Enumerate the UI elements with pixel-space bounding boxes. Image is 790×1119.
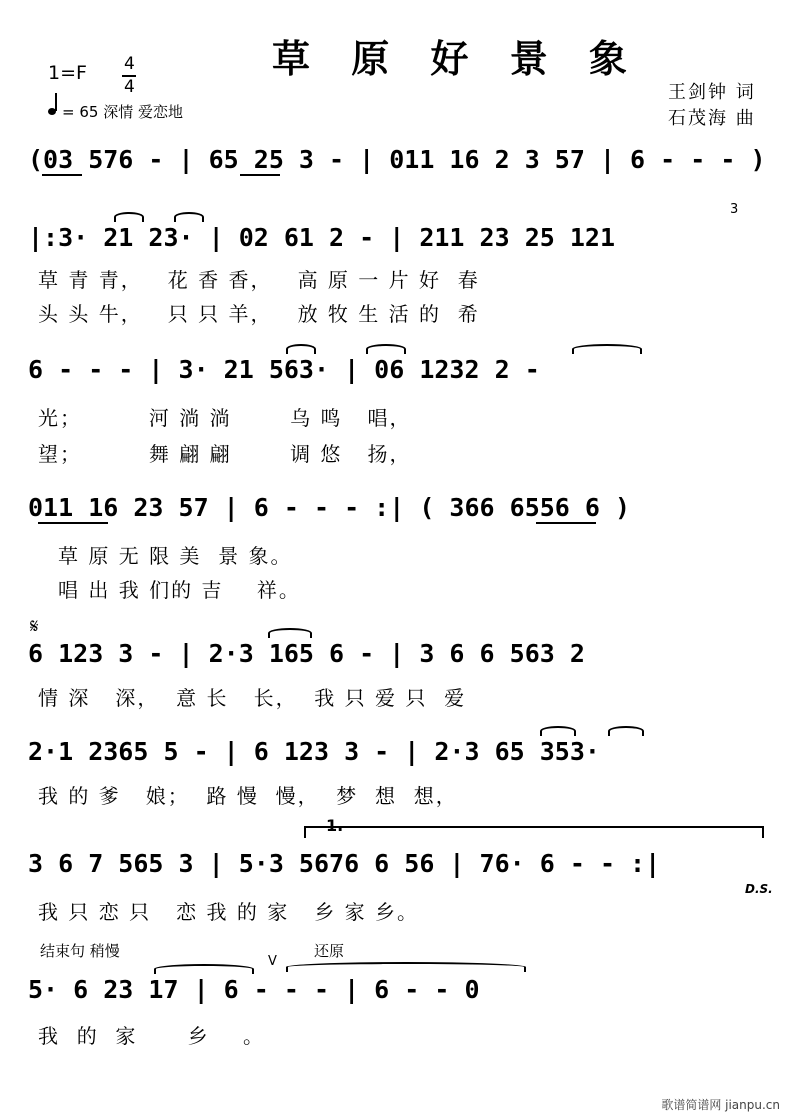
notes-text: |:3· 21 23· | 02 61 2 - | 211 23 25 121 xyxy=(28,222,615,252)
notes-line xyxy=(28,220,768,254)
notes-line xyxy=(28,846,768,880)
underline-beam xyxy=(42,174,82,176)
lyrics-verse-1: 我 的 家 乡 。 xyxy=(38,1024,266,1048)
lyrics-verse-2: 望； 舞 翩 翩 调 悠 扬， xyxy=(38,442,412,466)
tie-arc xyxy=(540,726,576,736)
tie-arc xyxy=(286,344,316,354)
tie-arc xyxy=(174,212,204,222)
lyrics-verse-1: 我 只 恋 只 恋 我 的 家 乡 家 乡。 xyxy=(38,900,420,924)
notes-line xyxy=(28,352,768,386)
lyrics-verse-1: 草 青 青， 花 香 香， 高 原 一 片 好 春 xyxy=(38,268,480,292)
tie-arc xyxy=(268,628,312,638)
score-system-7 xyxy=(28,846,768,926)
notes-line xyxy=(28,972,768,1006)
notes-line xyxy=(28,490,768,524)
notes-text: 011 16 23 57 | 6 - - - :| ( 366 6556 6 ) xyxy=(28,492,631,522)
time-signature-top: 4 xyxy=(124,54,135,74)
site-watermark: 歌谱简谱网 jianpu.cn xyxy=(661,1098,780,1112)
notes-line xyxy=(28,636,768,670)
lyrics-verse-2: 头 头 牛， 只 只 羊， 放 牧 生 活 的 希 xyxy=(38,302,480,326)
volta-label: 1. xyxy=(326,816,344,835)
composer-credit: 石茂海 曲 xyxy=(668,108,756,129)
notes-text: 5· 6 23 17 | 6 - - - | 6 - - 0 xyxy=(28,974,480,1004)
tie-arc xyxy=(572,344,642,354)
ending-instruction: 结束句 稍慢 xyxy=(40,942,120,960)
score-system-8 xyxy=(28,972,768,1052)
lyrics-verse-1: 草 原 无 限 美 景 象。 xyxy=(58,544,293,568)
tie-arc xyxy=(608,726,644,736)
score-system-6 xyxy=(28,734,768,814)
notes-text: 6 123 3 - | 2·3 165 6 - | 3 6 6 563 2 xyxy=(28,638,585,668)
tie-arc xyxy=(114,212,144,222)
score-system-2 xyxy=(28,202,768,326)
key-signature: 1=F xyxy=(48,62,87,84)
volta-bracket xyxy=(304,826,764,838)
triplet-mark: 3 xyxy=(730,202,739,217)
score-system-3 xyxy=(28,352,768,466)
score-system-5 xyxy=(28,636,768,716)
notes-line xyxy=(28,734,768,768)
ds-marking: D.S. xyxy=(745,882,773,896)
score-system-1 xyxy=(28,142,768,222)
a-tempo-instruction: 还原 xyxy=(314,942,345,960)
note-stem xyxy=(55,93,57,111)
tie-arc xyxy=(366,344,406,354)
underline-beam xyxy=(536,522,596,524)
lyrics-verse-2: 唱 出 我 们的 吉 祥。 xyxy=(58,578,301,602)
notes-text: 6 - - - | 3· 21 563· | 06 1232 2 - xyxy=(28,354,540,384)
tie-arc xyxy=(286,962,526,972)
lyricist-credit: 王剑钟 词 xyxy=(668,82,756,103)
notes-text: 3 6 7 565 3 | 5·3 5676 6 56 | 76· 6 - - :| xyxy=(28,848,661,878)
lyrics-verse-1: 光； 河 淌 淌 乌 鸣 唱， xyxy=(38,406,412,430)
time-signature-bottom: 4 xyxy=(124,77,135,97)
tie-arc xyxy=(154,964,254,974)
score-system-4 xyxy=(28,490,768,602)
lyrics-verse-1: 我 的 爹 娘； 路 慢 慢， 梦 想 想， xyxy=(38,784,458,808)
notes-text: (03 576 - | 65 25 3 - | 011 16 2 3 57 | 6 - - - ) xyxy=(28,144,766,174)
underline-beam xyxy=(38,522,108,524)
underline-beam xyxy=(240,174,280,176)
notes-text: 2·1 2365 5 - | 6 123 3 - | 2·3 65 353· xyxy=(28,736,600,766)
tempo-marking: = 65 深情 爱恋地 xyxy=(62,103,183,121)
song-title: 草 原 好 景 象 xyxy=(272,36,641,81)
notes-line xyxy=(28,142,768,176)
lyrics-verse-1: 情 深 深， 意 长 长， 我 只 爱 只 爱 xyxy=(38,686,467,710)
breath-mark: V xyxy=(268,954,277,969)
segno-icon: 𝄋 xyxy=(30,614,39,638)
